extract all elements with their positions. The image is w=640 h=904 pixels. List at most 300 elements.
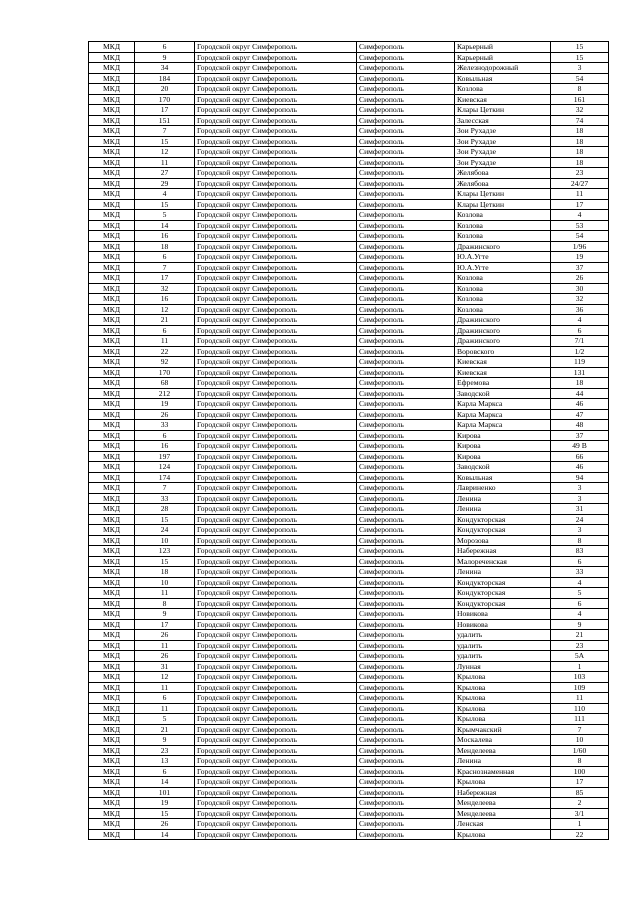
street-cell: Козлова (455, 304, 551, 315)
table-row (89, 357, 609, 368)
street-cell: Воровского (455, 346, 551, 357)
street-cell: Козлова (455, 283, 551, 294)
city-cell: Симферополь (357, 525, 455, 536)
building-type-cell: МКД (89, 724, 135, 735)
table-row (89, 703, 609, 714)
house-number-cell: 1 (551, 661, 609, 672)
municipality-cell: Городской округ Симферополь (195, 273, 357, 284)
municipality-cell: Городской округ Симферополь (195, 346, 357, 357)
table-row (89, 661, 609, 672)
building-type-cell: МКД (89, 210, 135, 221)
street-cell: Новикова (455, 619, 551, 630)
building-type-cell: МКД (89, 661, 135, 672)
count-cell: 92 (135, 357, 195, 368)
house-number-cell: 66 (551, 451, 609, 462)
city-cell: Симферополь (357, 189, 455, 200)
count-cell: 19 (135, 399, 195, 410)
street-cell: Клары Цеткин (455, 189, 551, 200)
municipality-cell: Городской округ Симферополь (195, 210, 357, 221)
street-cell: Ленина (455, 567, 551, 578)
city-cell: Симферополь (357, 336, 455, 347)
house-number-cell: 36 (551, 304, 609, 315)
house-number-cell: 23 (551, 640, 609, 651)
count-cell: 123 (135, 546, 195, 557)
house-number-cell: 8 (551, 756, 609, 767)
city-cell: Симферополь (357, 84, 455, 95)
count-cell: 16 (135, 231, 195, 242)
building-type-cell: МКД (89, 136, 135, 147)
table-row (89, 672, 609, 683)
table-row (89, 472, 609, 483)
house-number-cell: 131 (551, 367, 609, 378)
municipality-cell: Городской округ Симферополь (195, 451, 357, 462)
building-type-cell: МКД (89, 798, 135, 809)
municipality-cell: Городской округ Симферополь (195, 409, 357, 420)
building-type-cell: МКД (89, 525, 135, 536)
house-number-cell: 32 (551, 105, 609, 116)
table-row (89, 577, 609, 588)
city-cell: Симферополь (357, 735, 455, 746)
count-cell: 14 (135, 220, 195, 231)
building-type-cell: МКД (89, 388, 135, 399)
street-cell: Кирова (455, 451, 551, 462)
city-cell: Симферополь (357, 220, 455, 231)
street-cell: Ковыльная (455, 472, 551, 483)
building-type-cell: МКД (89, 325, 135, 336)
street-cell: Крылова (455, 777, 551, 788)
building-type-cell: МКД (89, 430, 135, 441)
street-cell: Козлова (455, 231, 551, 242)
street-cell: Новикова (455, 609, 551, 620)
house-number-cell: 4 (551, 609, 609, 620)
municipality-cell: Городской округ Симферополь (195, 535, 357, 546)
municipality-cell: Городской округ Симферополь (195, 220, 357, 231)
municipality-cell: Городской округ Симферополь (195, 609, 357, 620)
table-row (89, 168, 609, 179)
street-cell: Кондукторская (455, 588, 551, 599)
city-cell: Симферополь (357, 388, 455, 399)
street-cell: Лавриненко (455, 483, 551, 494)
municipality-cell: Городской округ Симферополь (195, 294, 357, 305)
table-row (89, 787, 609, 798)
city-cell: Симферополь (357, 168, 455, 179)
building-type-cell: МКД (89, 777, 135, 788)
municipality-cell: Городской округ Симферополь (195, 703, 357, 714)
building-type-cell: МКД (89, 745, 135, 756)
table-row (89, 819, 609, 830)
city-cell: Симферополь (357, 619, 455, 630)
city-cell: Симферополь (357, 483, 455, 494)
street-cell: Карла Маркса (455, 399, 551, 410)
street-cell: Зои Рухадзе (455, 147, 551, 158)
building-type-cell: МКД (89, 63, 135, 74)
city-cell: Симферополь (357, 819, 455, 830)
city-cell: Симферополь (357, 346, 455, 357)
municipality-cell: Городской округ Симферополь (195, 315, 357, 326)
city-cell: Симферополь (357, 724, 455, 735)
city-cell: Симферополь (357, 777, 455, 788)
building-type-cell: МКД (89, 126, 135, 137)
table-row (89, 535, 609, 546)
table-row (89, 136, 609, 147)
street-cell: Малореченская (455, 556, 551, 567)
municipality-cell: Городской округ Симферополь (195, 546, 357, 557)
table-row (89, 315, 609, 326)
table-row (89, 483, 609, 494)
building-type-cell: МКД (89, 651, 135, 662)
city-cell: Симферополь (357, 609, 455, 620)
house-number-cell: 161 (551, 94, 609, 105)
house-number-cell: 74 (551, 115, 609, 126)
municipality-cell: Городской округ Симферополь (195, 262, 357, 273)
street-cell: Ленская (455, 819, 551, 830)
house-number-cell: 11 (551, 189, 609, 200)
municipality-cell: Городской округ Симферополь (195, 672, 357, 683)
table-row (89, 126, 609, 137)
count-cell: 197 (135, 451, 195, 462)
municipality-cell: Городской округ Симферополь (195, 304, 357, 315)
municipality-cell: Городской округ Симферополь (195, 493, 357, 504)
city-cell: Симферополь (357, 126, 455, 137)
count-cell: 31 (135, 661, 195, 672)
street-cell: Зои Рухадзе (455, 126, 551, 137)
municipality-cell: Городской округ Симферополь (195, 336, 357, 347)
table-row (89, 199, 609, 210)
building-type-cell: МКД (89, 357, 135, 368)
city-cell: Симферополь (357, 661, 455, 672)
street-cell: Ленина (455, 756, 551, 767)
count-cell: 28 (135, 504, 195, 515)
municipality-cell: Городской округ Симферополь (195, 504, 357, 515)
house-number-cell: 9 (551, 619, 609, 630)
city-cell: Симферополь (357, 640, 455, 651)
municipality-cell: Городской округ Симферополь (195, 630, 357, 641)
city-cell: Симферополь (357, 73, 455, 84)
building-type-cell: МКД (89, 367, 135, 378)
house-number-cell: 1 (551, 819, 609, 830)
street-cell: Кирова (455, 430, 551, 441)
building-type-cell: МКД (89, 84, 135, 95)
count-cell: 18 (135, 241, 195, 252)
table-row (89, 210, 609, 221)
house-number-cell: 15 (551, 52, 609, 63)
table-row (89, 147, 609, 158)
table-row (89, 430, 609, 441)
municipality-cell: Городской округ Симферополь (195, 147, 357, 158)
street-cell: удалить (455, 651, 551, 662)
house-number-cell: 33 (551, 567, 609, 578)
house-number-cell: 18 (551, 157, 609, 168)
city-cell: Симферополь (357, 756, 455, 767)
table-row (89, 304, 609, 315)
city-cell: Симферополь (357, 252, 455, 263)
municipality-cell: Городской округ Симферополь (195, 514, 357, 525)
count-cell: 17 (135, 619, 195, 630)
street-cell: удалить (455, 630, 551, 641)
city-cell: Симферополь (357, 304, 455, 315)
municipality-cell: Городской округ Симферополь (195, 84, 357, 95)
building-type-cell: МКД (89, 693, 135, 704)
count-cell: 124 (135, 462, 195, 473)
building-type-cell: МКД (89, 535, 135, 546)
table-row (89, 220, 609, 231)
house-number-cell: 31 (551, 504, 609, 515)
table-row (89, 42, 609, 53)
street-cell: Морозова (455, 535, 551, 546)
count-cell: 7 (135, 483, 195, 494)
building-type-cell: МКД (89, 115, 135, 126)
city-cell: Симферополь (357, 514, 455, 525)
house-number-cell: 18 (551, 136, 609, 147)
street-cell: Козлова (455, 220, 551, 231)
building-type-cell: МКД (89, 577, 135, 588)
house-number-cell: 18 (551, 378, 609, 389)
count-cell: 9 (135, 52, 195, 63)
city-cell: Симферополь (357, 693, 455, 704)
house-number-cell: 6 (551, 556, 609, 567)
house-number-cell: 7/1 (551, 336, 609, 347)
house-number-cell: 37 (551, 262, 609, 273)
street-cell: Карла Маркса (455, 409, 551, 420)
table-row (89, 588, 609, 599)
count-cell: 11 (135, 588, 195, 599)
street-cell: Желябова (455, 168, 551, 179)
table-row (89, 451, 609, 462)
house-number-cell: 46 (551, 399, 609, 410)
house-number-cell: 110 (551, 703, 609, 714)
building-type-cell: МКД (89, 336, 135, 347)
street-cell: Заводской (455, 388, 551, 399)
count-cell: 12 (135, 672, 195, 683)
city-cell: Симферополь (357, 787, 455, 798)
building-type-cell: МКД (89, 619, 135, 630)
municipality-cell: Городской округ Симферополь (195, 693, 357, 704)
building-type-cell: МКД (89, 819, 135, 830)
house-number-cell: 8 (551, 84, 609, 95)
city-cell: Симферополь (357, 325, 455, 336)
house-number-cell: 109 (551, 682, 609, 693)
count-cell: 13 (135, 756, 195, 767)
table-row (89, 462, 609, 473)
building-type-cell: МКД (89, 52, 135, 63)
count-cell: 6 (135, 325, 195, 336)
building-type-cell: МКД (89, 556, 135, 567)
city-cell: Симферополь (357, 808, 455, 819)
street-cell: Клары Цеткин (455, 199, 551, 210)
street-cell: Менделеева (455, 808, 551, 819)
building-type-cell: МКД (89, 546, 135, 557)
house-number-cell: 5 (551, 588, 609, 599)
building-type-cell: МКД (89, 262, 135, 273)
house-number-cell: 32 (551, 294, 609, 305)
count-cell: 26 (135, 651, 195, 662)
count-cell: 151 (135, 115, 195, 126)
street-cell: Киевская (455, 357, 551, 368)
city-cell: Симферополь (357, 147, 455, 158)
table-row (89, 504, 609, 515)
count-cell: 10 (135, 535, 195, 546)
count-cell: 24 (135, 525, 195, 536)
street-cell: Киевская (455, 367, 551, 378)
city-cell: Симферополь (357, 651, 455, 662)
house-number-cell: 4 (551, 315, 609, 326)
building-type-cell: МКД (89, 273, 135, 284)
house-number-cell: 26 (551, 273, 609, 284)
municipality-cell: Городской округ Симферополь (195, 714, 357, 725)
table-row (89, 273, 609, 284)
municipality-cell: Городской округ Симферополь (195, 325, 357, 336)
house-number-cell: 1/60 (551, 745, 609, 756)
city-cell: Симферополь (357, 441, 455, 452)
table-row (89, 493, 609, 504)
building-type-cell: МКД (89, 588, 135, 599)
count-cell: 12 (135, 147, 195, 158)
building-type-cell: МКД (89, 766, 135, 777)
count-cell: 7 (135, 126, 195, 137)
building-type-cell: МКД (89, 304, 135, 315)
count-cell: 15 (135, 136, 195, 147)
count-cell: 6 (135, 42, 195, 53)
municipality-cell: Городской округ Симферополь (195, 462, 357, 473)
count-cell: 6 (135, 693, 195, 704)
municipality-cell: Городской округ Симферополь (195, 619, 357, 630)
municipality-cell: Городской округ Симферополь (195, 199, 357, 210)
table-row (89, 546, 609, 557)
municipality-cell: Городской округ Симферополь (195, 63, 357, 74)
table-row (89, 714, 609, 725)
municipality-cell: Городской округ Симферополь (195, 52, 357, 63)
count-cell: 32 (135, 283, 195, 294)
street-cell: Железнодорожный (455, 63, 551, 74)
city-cell: Симферополь (357, 672, 455, 683)
house-number-cell: 8 (551, 535, 609, 546)
building-type-cell: МКД (89, 178, 135, 189)
house-number-cell: 54 (551, 73, 609, 84)
table-row (89, 514, 609, 525)
street-cell: Ю.А.Угте (455, 252, 551, 263)
table-row (89, 325, 609, 336)
building-type-cell: МКД (89, 504, 135, 515)
count-cell: 184 (135, 73, 195, 84)
house-number-cell: 94 (551, 472, 609, 483)
city-cell: Симферополь (357, 493, 455, 504)
municipality-cell: Городской округ Симферополь (195, 157, 357, 168)
street-cell: Крылова (455, 672, 551, 683)
building-type-cell: МКД (89, 630, 135, 641)
count-cell: 9 (135, 735, 195, 746)
table-row (89, 231, 609, 242)
house-number-cell: 3 (551, 63, 609, 74)
count-cell: 6 (135, 766, 195, 777)
street-cell: Зои Рухадзе (455, 136, 551, 147)
house-number-cell: 5А (551, 651, 609, 662)
city-cell: Симферополь (357, 378, 455, 389)
city-cell: Симферополь (357, 63, 455, 74)
count-cell: 15 (135, 808, 195, 819)
table-row (89, 808, 609, 819)
table-row (89, 105, 609, 116)
building-type-cell: МКД (89, 672, 135, 683)
count-cell: 21 (135, 315, 195, 326)
building-type-cell: МКД (89, 105, 135, 116)
count-cell: 5 (135, 210, 195, 221)
count-cell: 16 (135, 294, 195, 305)
house-number-cell: 23 (551, 168, 609, 179)
count-cell: 174 (135, 472, 195, 483)
count-cell: 21 (135, 724, 195, 735)
house-number-cell: 24/27 (551, 178, 609, 189)
municipality-cell: Городской округ Симферополь (195, 378, 357, 389)
city-cell: Симферополь (357, 703, 455, 714)
count-cell: 6 (135, 430, 195, 441)
count-cell: 26 (135, 819, 195, 830)
city-cell: Симферополь (357, 451, 455, 462)
count-cell: 33 (135, 493, 195, 504)
count-cell: 11 (135, 682, 195, 693)
table-row (89, 567, 609, 578)
municipality-cell: Городской округ Симферополь (195, 115, 357, 126)
municipality-cell: Городской округ Симферополь (195, 556, 357, 567)
building-type-cell: МКД (89, 94, 135, 105)
table-row (89, 336, 609, 347)
house-number-cell: 6 (551, 325, 609, 336)
table-row (89, 189, 609, 200)
street-cell: Крылова (455, 829, 551, 840)
city-cell: Симферополь (357, 472, 455, 483)
street-cell: Краснознаменная (455, 766, 551, 777)
municipality-cell: Городской округ Симферополь (195, 441, 357, 452)
table-row (89, 252, 609, 263)
municipality-cell: Городской округ Симферополь (195, 651, 357, 662)
count-cell: 8 (135, 598, 195, 609)
count-cell: 11 (135, 640, 195, 651)
city-cell: Симферополь (357, 367, 455, 378)
municipality-cell: Городской округ Симферополь (195, 367, 357, 378)
count-cell: 26 (135, 409, 195, 420)
count-cell: 15 (135, 556, 195, 567)
building-type-cell: МКД (89, 420, 135, 431)
street-cell: Киевская (455, 94, 551, 105)
house-number-cell: 22 (551, 829, 609, 840)
street-cell: Клары Цеткин (455, 105, 551, 116)
street-cell: Ленина (455, 493, 551, 504)
building-type-cell: МКД (89, 220, 135, 231)
count-cell: 7 (135, 262, 195, 273)
municipality-cell: Городской округ Симферополь (195, 756, 357, 767)
city-cell: Симферополь (357, 462, 455, 473)
house-number-cell: 37 (551, 430, 609, 441)
house-number-cell: 53 (551, 220, 609, 231)
table-body (89, 42, 609, 840)
table-row (89, 724, 609, 735)
street-cell: Козлова (455, 84, 551, 95)
street-cell: Залесская (455, 115, 551, 126)
street-cell: Козлова (455, 294, 551, 305)
street-cell: Дражинского (455, 325, 551, 336)
street-cell: Дражинского (455, 241, 551, 252)
street-cell: Карьерный (455, 42, 551, 53)
count-cell: 12 (135, 304, 195, 315)
street-cell: Крылова (455, 693, 551, 704)
building-type-cell: МКД (89, 189, 135, 200)
city-cell: Симферополь (357, 714, 455, 725)
house-number-cell: 10 (551, 735, 609, 746)
house-number-cell: 3 (551, 493, 609, 504)
house-number-cell: 4 (551, 577, 609, 588)
count-cell: 4 (135, 189, 195, 200)
street-cell: Ю.А.Угте (455, 262, 551, 273)
city-cell: Симферополь (357, 409, 455, 420)
